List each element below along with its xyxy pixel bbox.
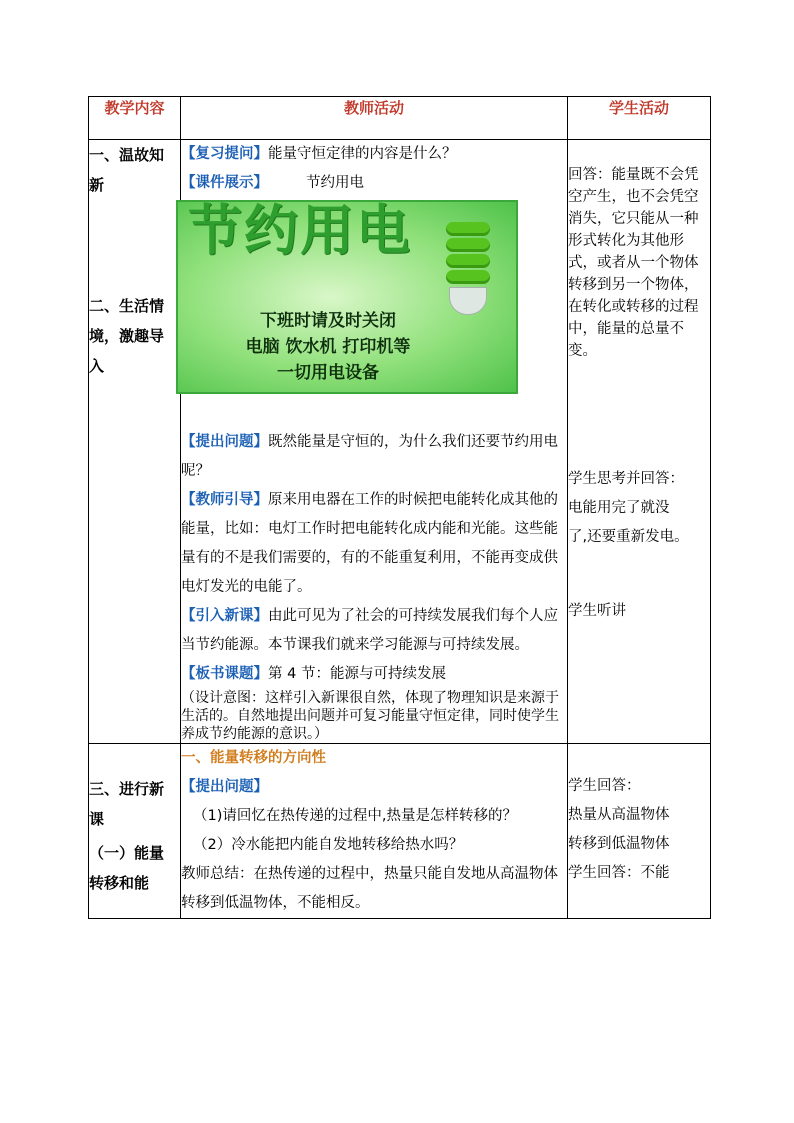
energy-saving-poster	[176, 200, 518, 394]
header-student: 学生活动	[568, 97, 711, 140]
content-cell-1	[89, 140, 181, 744]
courseware-tag: 【课件展示】	[181, 175, 268, 191]
content-label: 一、温故知	[89, 146, 165, 164]
content-label: 课	[89, 810, 105, 828]
review-text: 能量守恒定律的内容是什么？	[268, 146, 457, 162]
student-line: 学生回答：	[568, 778, 641, 794]
content-label: 二、生活情	[89, 297, 165, 315]
question-2: （2）冷水能把内能自发地转移给热水吗？	[193, 837, 464, 853]
board-tag: 【板书课题】	[181, 666, 268, 682]
courseware-text: 节约用电	[306, 175, 364, 191]
teacher-summary: 教师总结：在热传递的过程中，热量只能自发地从高温物体转移到低温物体，不能相反。	[181, 866, 558, 911]
student-line: 转移到低温物体	[568, 836, 670, 852]
guide-tag: 【教师引导】	[181, 492, 268, 508]
student-think: 学生思考并回答：	[568, 471, 684, 487]
poster-line: 电脑 饮水机 打印机等	[245, 337, 411, 357]
content-label: 境，激趣导	[89, 327, 165, 345]
teacher-cell-2	[181, 744, 568, 919]
student-cell-2	[568, 744, 711, 919]
section-title: 一、能量转移的方向性	[181, 750, 326, 766]
student-line: 热量从高温物体	[568, 807, 670, 823]
review-tag: 【复习提问】	[181, 146, 268, 162]
question-tag: 【提出问题】	[181, 434, 268, 450]
student-think: 电能用完了就没	[568, 500, 670, 516]
student-think: 了,还要重新发电。	[568, 529, 689, 545]
question-text: 既然能量是守恒的，为什么我们还要节约用电呢？	[181, 434, 558, 479]
student-cell-1	[568, 140, 711, 744]
content-label: 三、进行新	[89, 780, 165, 798]
design-intent-note: （设计意图：这样引入新课很自然，体现了物理知识是来源于生活的。自然地提出问题并可复习能量守恒定律，同时使学生养成节约能源的意识。）	[181, 690, 559, 742]
content-label: （一）能量	[89, 844, 165, 862]
content-label: 入	[89, 357, 105, 375]
intro-tag: 【引入新课】	[181, 608, 268, 624]
question-1: （1)请回忆在热传递的过程中,热量是怎样转移的？	[193, 808, 517, 824]
content-cell-2	[89, 744, 181, 919]
poster-line: 下班时请及时关闭	[260, 311, 396, 331]
content-label: 转移和能	[89, 874, 150, 892]
student-listen: 学生听讲	[568, 603, 626, 619]
guide-text: 原来用电器在工作的时候把电能转化成其他的能量，比如：电灯工作时把电能转化成内能和光能。这些能量有的不是我们需要的，有的不能重复利用，不能再变成供电灯发光的电能了。	[181, 492, 558, 595]
poster-title: 节约用电	[188, 200, 412, 262]
intro-text: 由此可见为了社会的可持续发展我们每个人应当节约能源。本节课我们就来学习能源与可持续发展。	[181, 608, 558, 653]
content-label: 新	[89, 176, 105, 194]
lesson-plan-table	[88, 96, 711, 919]
header-content: 教学内容	[89, 97, 181, 140]
board-text: 第 4 节：能源与可持续发展	[268, 666, 446, 682]
student-answer: 回答：能量既不会凭空产生，也不会凭空消失，它只能从一种形式转化为其他形式，或者从一个物体转移到另一个物体，在转化或转移的过程中，能量的总量不变。	[568, 167, 699, 359]
student-line: 学生回答：不能	[568, 865, 670, 881]
header-teacher: 教师活动	[181, 97, 568, 140]
teacher-cell-1	[181, 140, 568, 744]
question-tag-2: 【提出问题】	[181, 779, 268, 795]
poster-line: 一切用电设备	[277, 363, 379, 383]
